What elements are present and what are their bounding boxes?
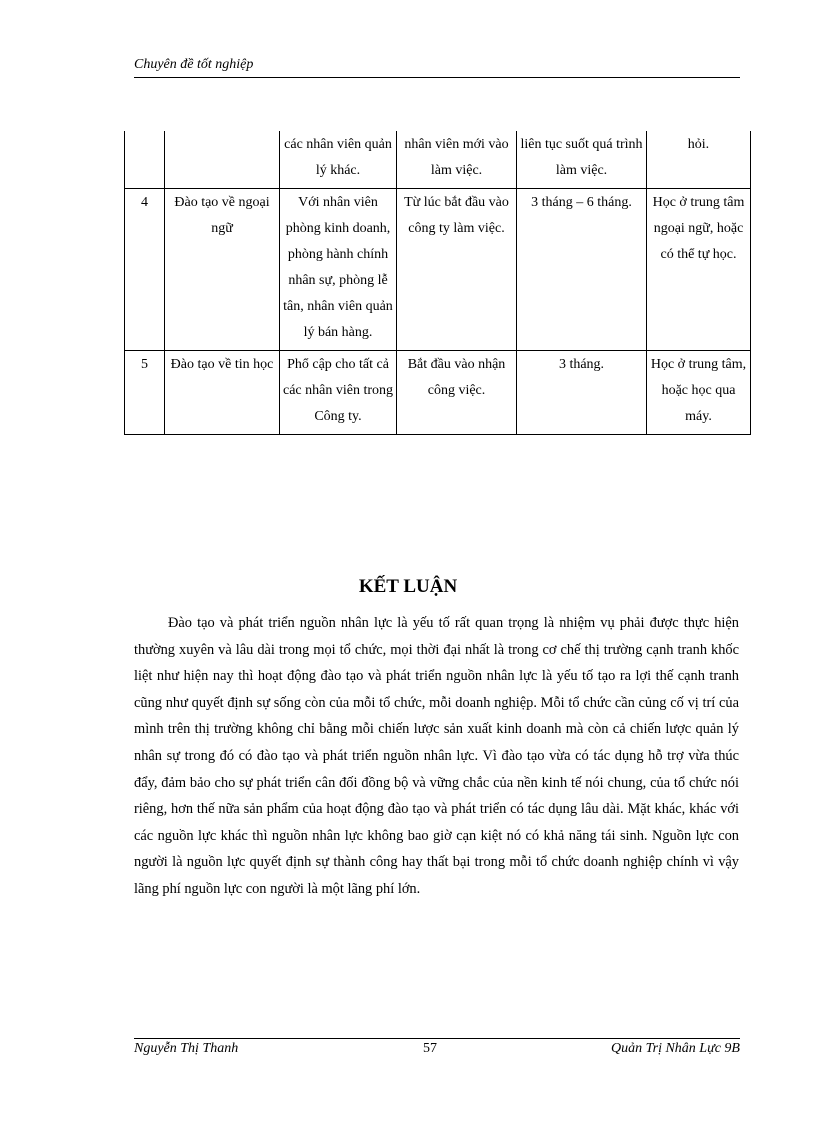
table-cell: 4: [125, 189, 165, 351]
table-cell: liên tục suốt quá trình làm việc.: [517, 131, 647, 189]
table-row: [125, 351, 751, 435]
header-divider: [134, 77, 740, 78]
table-cell: [125, 131, 165, 189]
table-cell: Đào tạo về ngoại ngữ: [165, 189, 280, 351]
table-cell: Học ở trung tâm ngoại ngữ, hoặc có thể tự học.: [647, 189, 751, 351]
table-cell: Bắt đầu vào nhận công việc.: [397, 351, 517, 435]
table-cell: nhân viên mới vào làm việc.: [397, 131, 517, 189]
page-number: 57: [423, 1041, 437, 1056]
table-cell: Học ở trung tâm, hoặc học qua máy.: [647, 351, 751, 435]
conclusion-paragraph: Đào tạo và phát triển nguồn nhân lực là yếu tố rất quan trọng là nhiệm vụ phải được thực hiện thường xuyên và lâu dài trong mọi tổ chức, mọi thời đại nhất là trong cơ chế thị trường cạnh tranh khốc liệt như hiện nay thì hoạt động đào tạo và phát triển nguồn nhân lực là yếu tố tạo ra lợi thế cạnh tranh cũng như quyết định sự sống còn của mỗi tổ chức, mỗi doanh nghiệp. Mỗi tổ chức cần củng cố vị trí của mình trên thị trường không chỉ bằng mỗi chiến lược sản xuất kinh doanh mà còn cả chiến lược quản lý nhân sự trong đó có đào tạo và phát triển nguồn nhân lực. Vì đào tạo vừa có tác dụng hỗ trợ vừa thúc đẩy, đảm bảo cho sự phát triển cân đối đồng bộ và vững chắc của nền kinh tế nói chung, của tổ chức nói riêng, hơn thế nữa sản phẩm của hoạt động đào tạo và phát triển có tác dụng lâu dài. Mặt khác, khác với các nguồn lực khác thì nguồn nhân lực không bao giờ cạn kiệt nó có khả năng tái sinh. Nguồn lực con người là nguồn lực quyết định sự thành công hay thất bại trong mỗi tổ chức doanh nghiệp chính vì vậy lãng phí nguồn lực con người là một lãng phí lớn.: [134, 615, 739, 897]
table-cell: hỏi.: [647, 131, 751, 189]
table-cell: Đào tạo về tin học: [165, 351, 280, 435]
table-row: [125, 131, 751, 189]
table-cell: các nhân viên quản lý khác.: [280, 131, 397, 189]
header-title: Chuyên đề tốt nghiệp: [134, 57, 254, 72]
table-cell: Từ lúc bắt đầu vào công ty làm việc.: [397, 189, 517, 351]
table-cell: 5: [125, 351, 165, 435]
section-title: KẾT LUẬN: [358, 576, 458, 597]
table-cell: [165, 131, 280, 189]
footer-divider: [134, 1038, 740, 1039]
footer-author: Nguyễn Thị Thanh: [134, 1041, 239, 1056]
table-cell: Với nhân viên phòng kinh doanh, phòng hành chính nhân sự, phòng lễ tân, nhân viên quản lý bán hàng.: [280, 189, 397, 351]
footer-class: Quản Trị Nhân Lực 9B: [611, 1041, 740, 1056]
table-cell: 3 tháng.: [517, 351, 647, 435]
table-cell: Phổ cập cho tất cả các nhân viên trong Công ty.: [280, 351, 397, 435]
table-row: [125, 189, 751, 351]
training-table: [124, 131, 751, 435]
table-cell: 3 tháng – 6 tháng.: [517, 189, 647, 351]
